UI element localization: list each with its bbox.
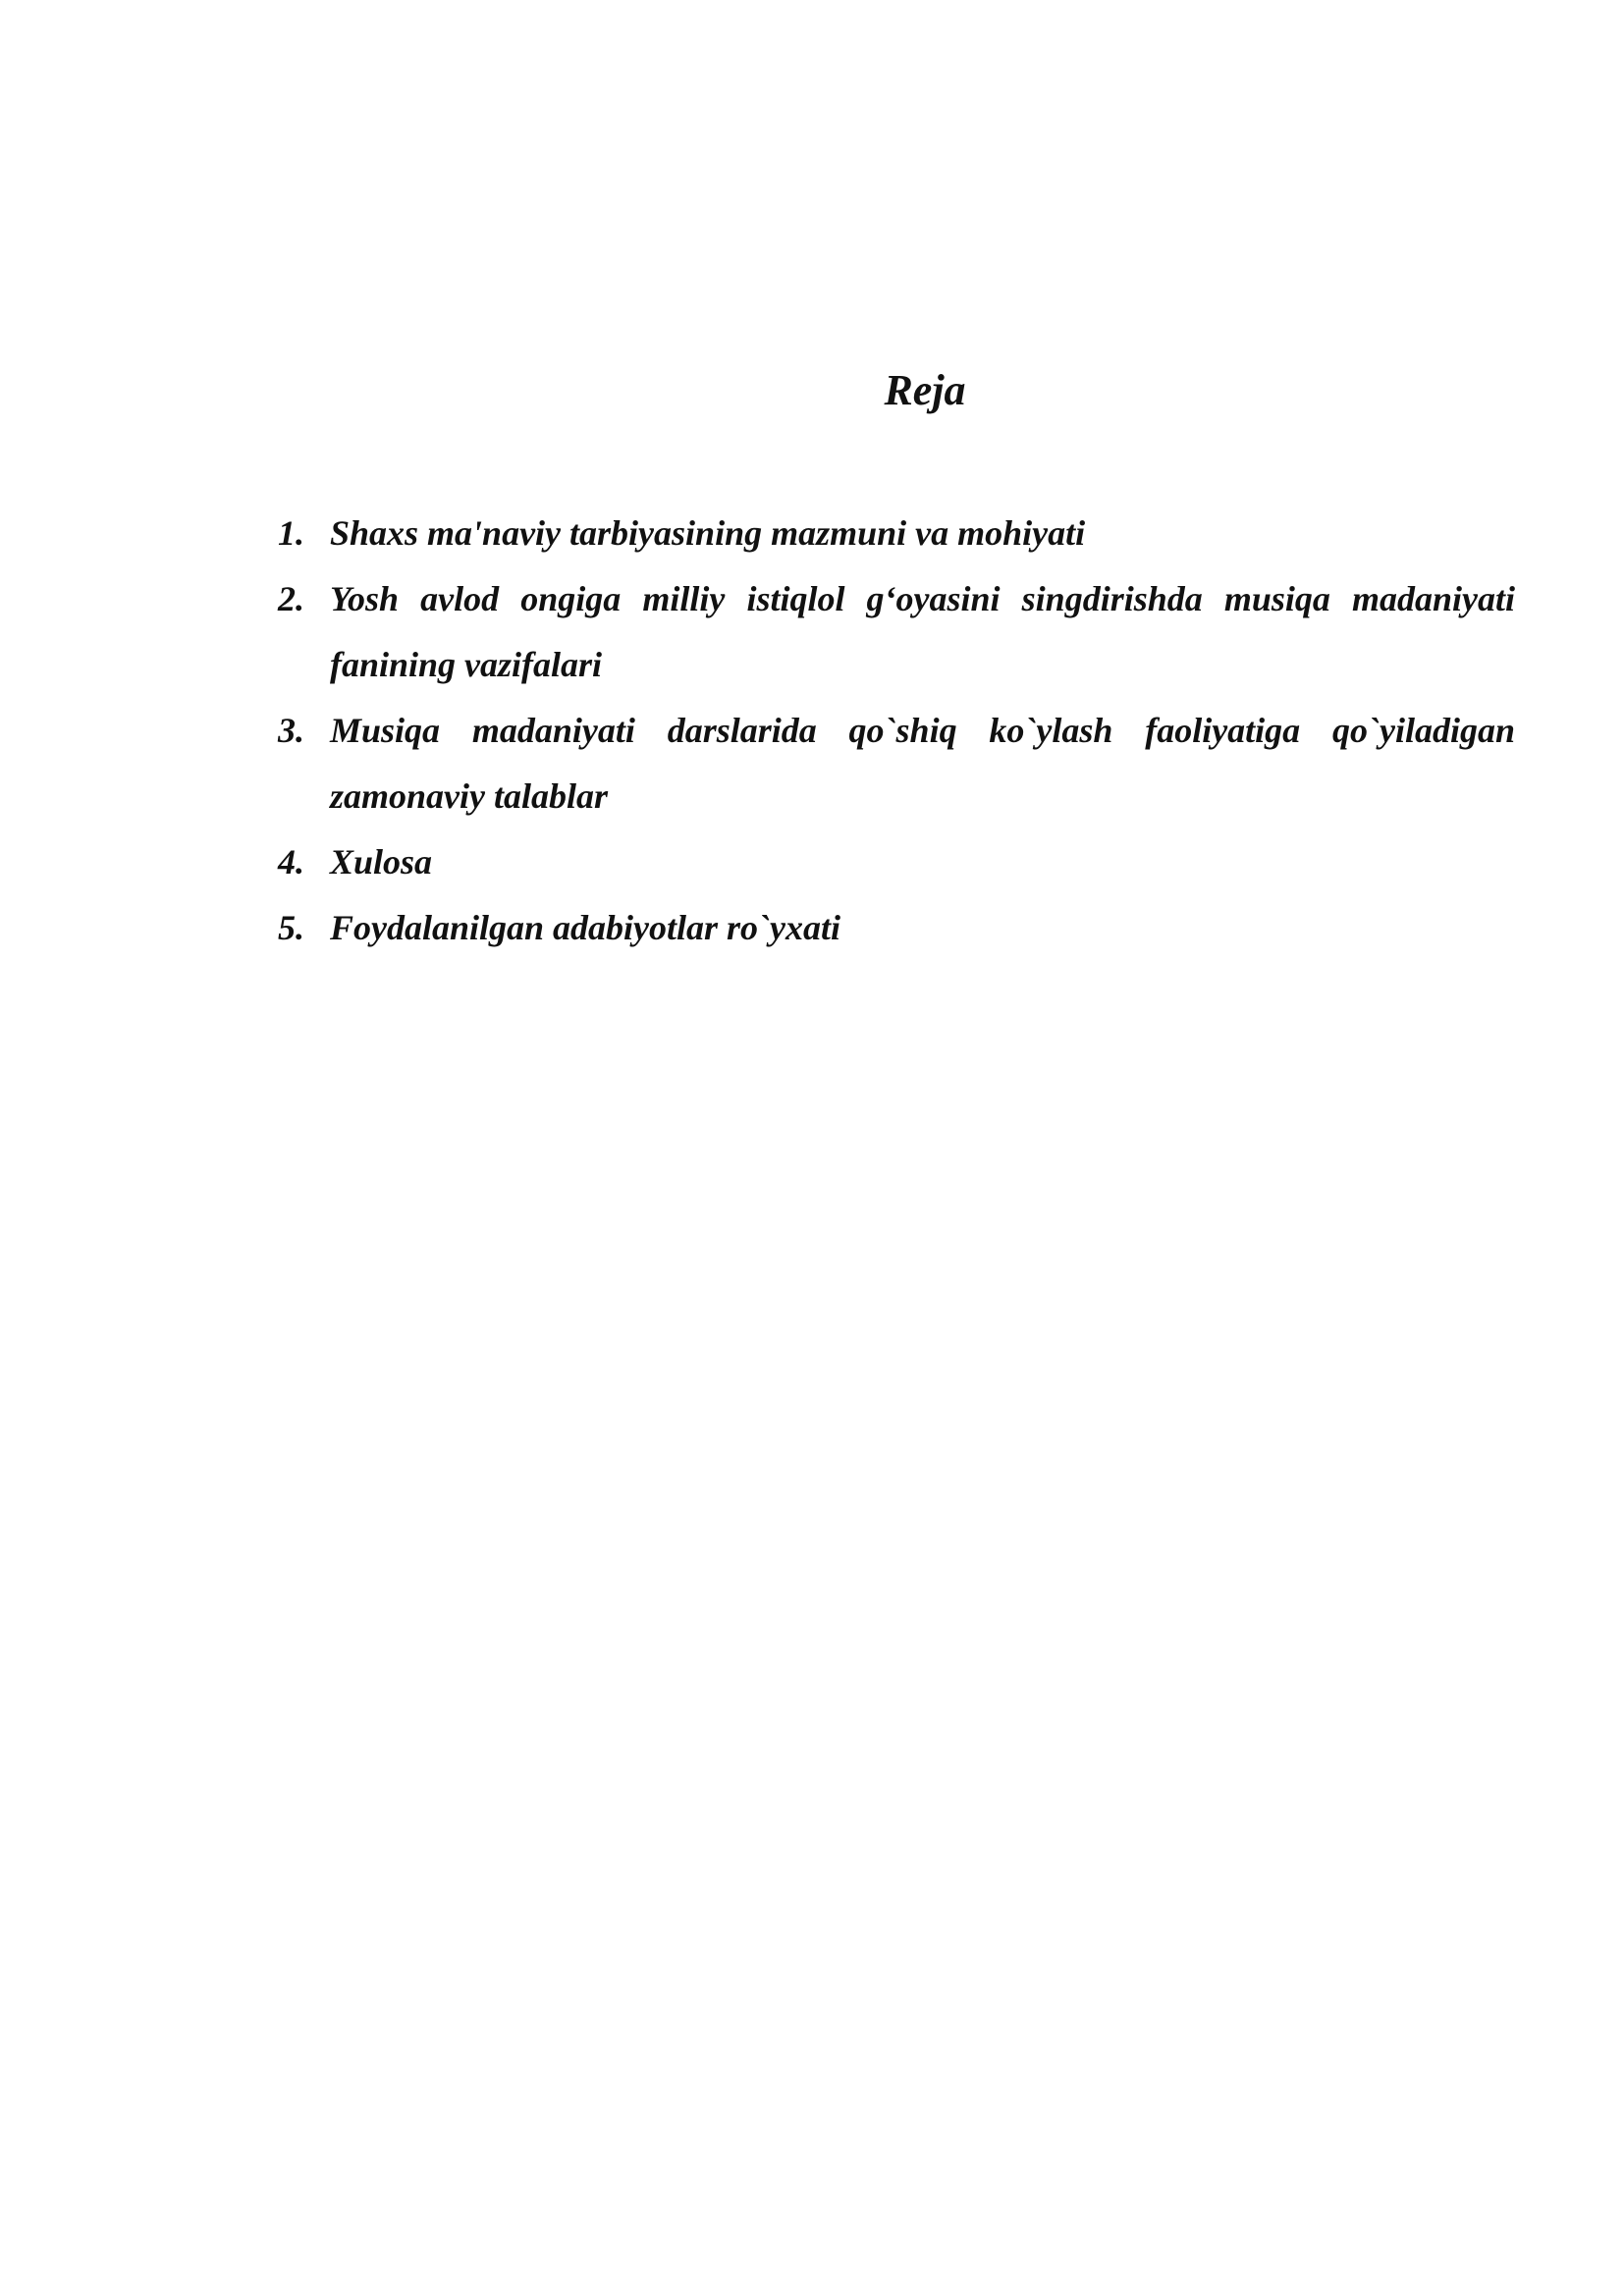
plan-item-text: Foydalanilgan adabiyotlar ro`yxati bbox=[330, 908, 841, 947]
plan-item-text: Musiqa madaniyati darslarida qo`shiq ko`ylash faoliyatiga qo`yiladigan zamonaviy talablar bbox=[330, 711, 1515, 816]
plan-item-number: 4. bbox=[278, 842, 304, 881]
plan-item-number: 2. bbox=[278, 579, 304, 618]
plan-item-5 bbox=[278, 895, 1515, 961]
plan-item-1 bbox=[278, 501, 1515, 566]
plan-item-number: 1. bbox=[278, 513, 304, 553]
plan-item-3 bbox=[278, 698, 1515, 829]
plan-item-number: 3. bbox=[278, 711, 304, 750]
plan-item-2 bbox=[278, 566, 1515, 698]
page-title: Reja bbox=[884, 366, 966, 414]
plan-item-text: Yosh avlod ongiga milliy istiqlol g‘oyasini singdirishda musiqa madaniyati fanining vazifalari bbox=[330, 579, 1515, 684]
plan-list bbox=[278, 501, 1515, 961]
plan-item-text: Shaxs ma'naviy tarbiyasining mazmuni va mohiyati bbox=[330, 513, 1086, 553]
plan-item-4 bbox=[278, 829, 1515, 895]
plan-item-number: 5. bbox=[278, 908, 304, 947]
plan-item-text: Xulosa bbox=[330, 842, 433, 881]
